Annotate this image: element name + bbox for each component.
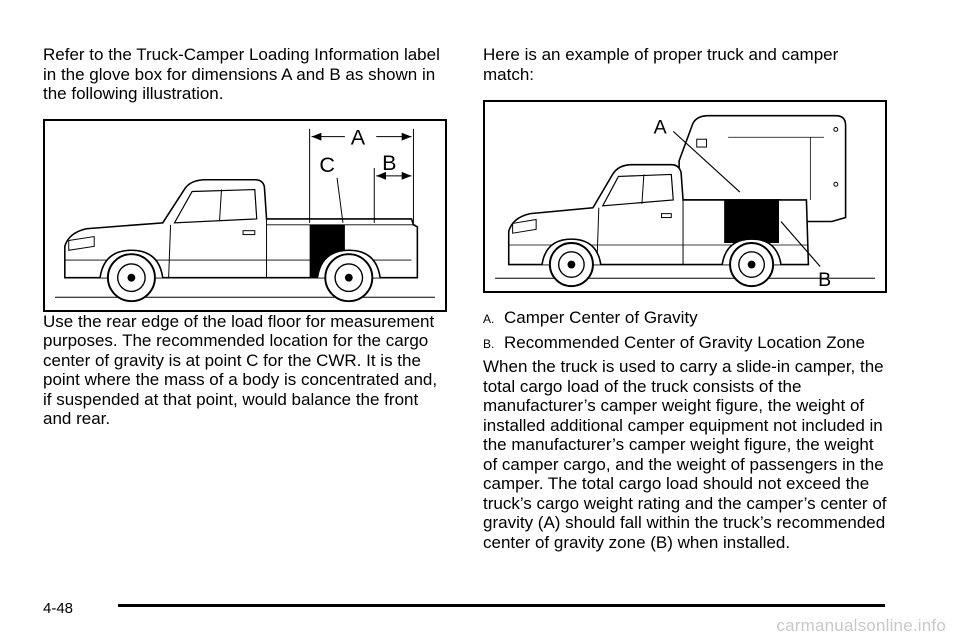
truck-dimensions-illustration xyxy=(43,119,447,312)
dimension-label-a: A xyxy=(350,125,366,150)
dimension-label-c: C xyxy=(319,152,335,177)
page-number: 4-48 xyxy=(43,600,74,617)
label-b: B xyxy=(818,269,832,292)
intro-paragraph: Here is an example of proper truck and camper match: xyxy=(483,45,839,84)
figure-legend xyxy=(483,307,887,355)
label-a: A xyxy=(653,116,667,139)
dimension-label-b: B xyxy=(382,150,397,175)
legend-letter: A. xyxy=(483,312,495,326)
footer-divider xyxy=(118,604,885,607)
intro-paragraph: Refer to the Truck-Camper Loading Information label in the glove box for dimensions A and B as shown in the following illustration. xyxy=(43,45,440,103)
legend-letter: B. xyxy=(483,337,495,351)
truck-camper-illustration xyxy=(483,100,887,293)
watermark: carmanualsonline.info xyxy=(776,616,946,635)
legend-text: Recommended Center of Gravity Location Zone xyxy=(504,333,865,352)
left-column xyxy=(43,45,447,429)
body-paragraph: When the truck is used to carry a slide-in camper, the total cargo load of the truck consists of the manufacturer’s camper weight figure, the weight of installed additional camper equipment not included in the manufacturer’s camper weight figure, the weight of camper cargo, and the weight of passengers in the camper. The total cargo load should not exceed the truck’s cargo weight rating and the camper’s center of gravity (A) should fall within the truck’s recommended center of gravity zone (B) when installed. xyxy=(483,357,887,552)
body-paragraph: Use the rear edge of the load floor for measurement purposes. The recommended location for the cargo center of gravity is at point C for the CWR. It is the point where the mass of a body is concentrated and, if suspended at that point, would balance the front and rear. xyxy=(43,311,438,428)
legend-text: Camper Center of Gravity xyxy=(504,308,698,327)
right-column xyxy=(483,45,887,552)
legend-item xyxy=(483,332,887,355)
legend-item xyxy=(483,307,887,330)
